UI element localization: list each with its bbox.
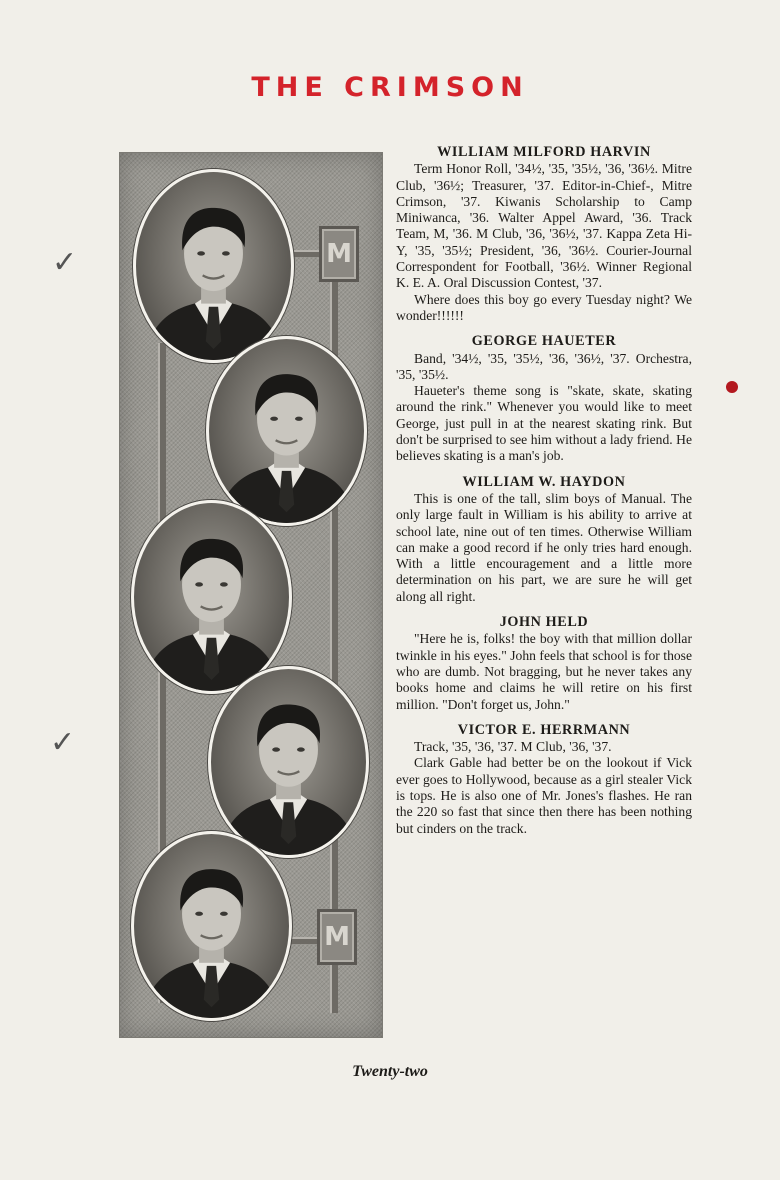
bio-name: WILLIAM MILFORD HARVIN [437, 144, 651, 160]
ink-dot [726, 381, 738, 393]
m-emblem-top: M [319, 226, 359, 282]
portrait-haydon [131, 500, 292, 694]
bio-paragraph: Track, '35, '36, '37. M Club, '36, '37. [414, 739, 612, 755]
bio-column [396, 144, 692, 846]
frame-bar-bottom [290, 937, 320, 944]
bio-name: WILLIAM W. HAYDON [462, 473, 626, 490]
eye-left-shape [272, 747, 280, 751]
check-mark-lower: ✓ [50, 725, 76, 760]
bio-name: GEORGE HAUETER [471, 333, 617, 350]
eye-left-shape [195, 582, 203, 586]
bio-name: VICTOR E. HERRMANN [457, 721, 631, 738]
bio-paragraph: This is one of the tall, slim boys of Manual. The only large fault in William is his ability to arrive at school late, nine out of ten times. Otherwise William can make a good record if he only tries hard enough. With a little encouragement and a little more determination on his part, we are sure he will get along all right. [396, 490, 692, 604]
portrait-held [208, 666, 369, 858]
bio-paragraph: Band, '34½, '35, '35½, '36, '36½, '37. Orchestra, '35, '35½. [396, 350, 692, 382]
check-mark-upper: ✓ [52, 245, 78, 280]
page-title: THE CRIMSON [251, 72, 529, 103]
eye-right-shape [220, 912, 228, 916]
bio-paragraph: "Here he is, folks! the boy with that million dollar twinkle in his eyes." John feels that school is for those who are dumb. Not bragging, but he never takes any books home and claims he will retire on his first million. "Don't forget us, John." [396, 631, 692, 712]
m-emblem-bottom: M [317, 909, 357, 965]
portrait-harvin [133, 169, 294, 363]
eye-right-shape [220, 582, 228, 586]
eye-right-shape [222, 251, 230, 255]
bio-haueter [396, 333, 692, 464]
eye-right-shape [295, 417, 303, 421]
portrait-haueter [206, 336, 367, 526]
page-number: Twenty-two [352, 1063, 428, 1080]
bio-haydon [396, 474, 692, 605]
bio-name: JOHN HELD [499, 614, 589, 631]
bio-paragraph: Haueter's theme song is "skate, skate, skating around the rink." Whenever you would like to meet George, just pull in at the nearest skating rink. But don't be surprised to see him without a lady friend. He believes skating is a man's job. [396, 383, 692, 464]
bio-herrmann [396, 722, 692, 837]
eye-right-shape [297, 747, 305, 751]
photo-panel [119, 152, 383, 1038]
eye-left-shape [197, 251, 205, 255]
eye-left-shape [270, 417, 278, 421]
bio-paragraph: Where does this boy go every Tuesday night? We wonder!!!!!! [396, 291, 692, 323]
bio-held [396, 614, 692, 713]
eye-left-shape [195, 912, 203, 916]
bio-paragraph: Term Honor Roll, '34½, '35, '35½, '36, '36½. Mitre Club, '36½; Treasurer, '37. Editor-in-Chief-, Mitre Crimson, '37. Kiwanis Scholarship to Camp Miniwanca, '36. Walter Appel Award, '36. Track Team, M, '36. M Club, '36, '36½, '37. Kappa Zeta Hi-Y, '35, '35½; President, '36, '36½. Courier-Journal Correspondent for Football, '36½. Winner Regional K. E. A. Oral Discussion Contest, '37. [396, 161, 692, 291]
bio-harvin [396, 144, 692, 324]
bio-paragraph: Clark Gable had better be on the lookout if Vick ever goes to Hollywood, because as a girl stealer Vick is tops. He is also one of Mr. Jones's flashes. He ran the 220 so fast that since then there has been nothing but cinders on the track. [396, 755, 692, 836]
portrait-herrmann [131, 831, 292, 1021]
